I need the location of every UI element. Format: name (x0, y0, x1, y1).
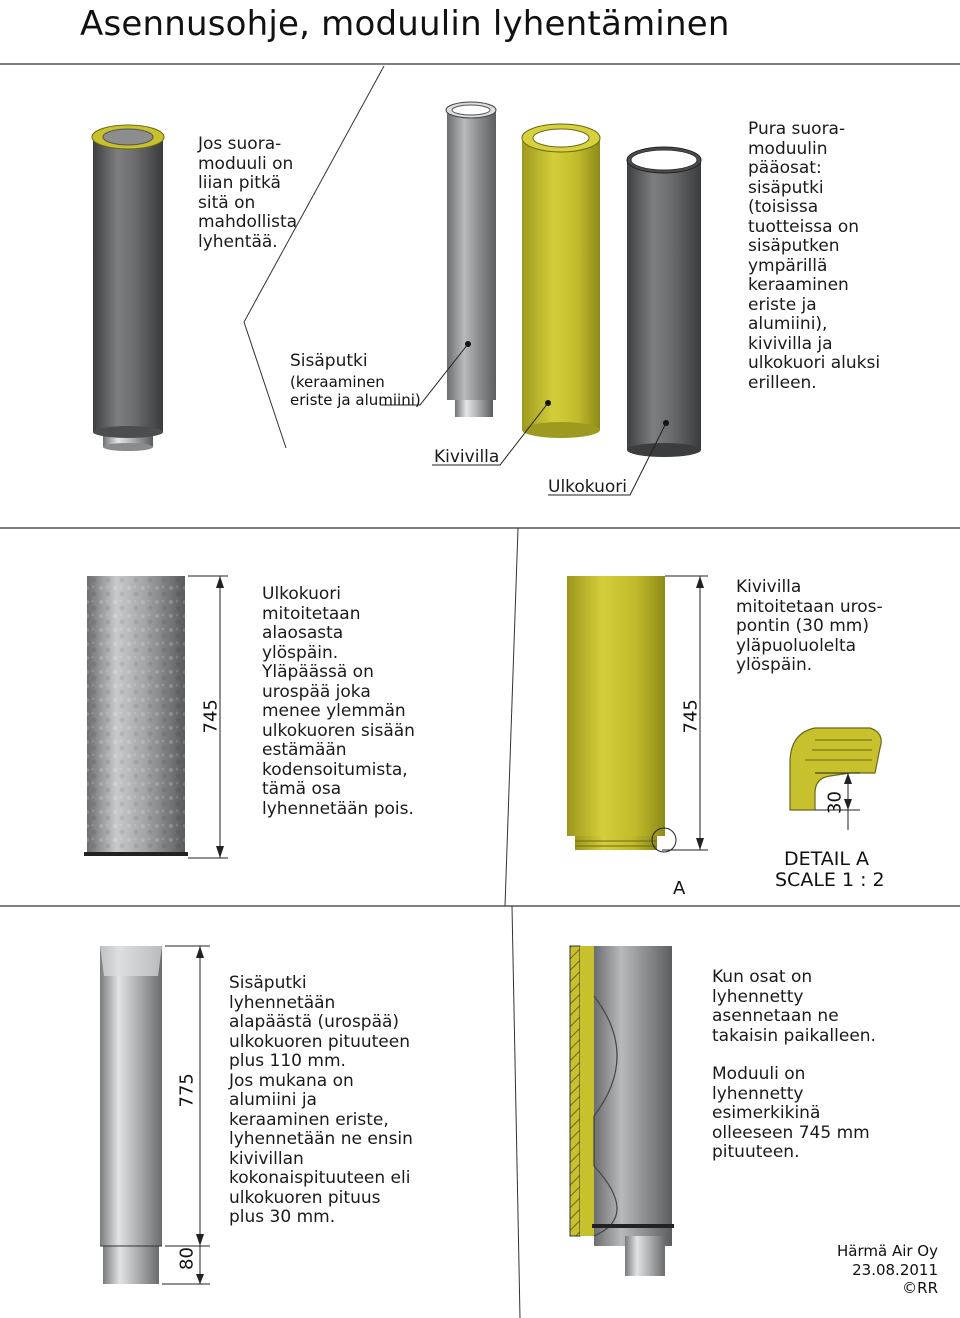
detail-title: DETAIL A (784, 848, 869, 870)
detail-scale: SCALE 1 : 2 (775, 869, 885, 891)
wool-label: Kivivilla (434, 447, 500, 467)
inner-pipe-sublabel: (keraaminen eriste ja alumiini) (290, 373, 421, 409)
assembled-module-drawing (92, 125, 164, 451)
inner-pipe-text: Sisäputki lyhennetään alapäästä (urospää) ulkokuoren pituuteen plus 110 mm. Jos mukana on alumiini ja keraaminen eriste, lyhennetään ne ensin kivivillan kokonaispituuteen eli ulkokuoren pituus plus 30 mm. (229, 973, 413, 1227)
detail-dimension-label: 30 (824, 791, 846, 814)
inner-pipe-drawing (446, 102, 496, 417)
outer-shell-drawing (627, 147, 701, 457)
footer-date: 23.08.2011 (852, 1261, 938, 1279)
inner-pipe-column (100, 946, 162, 1284)
assembly-text-2: Moduuli on lyhennetty esimerkikinä olleeseen 745 mm pituuteen. (712, 1064, 870, 1162)
wool-dimension-label: 745 (680, 699, 702, 734)
disassembly-description: Pura suora- moduulin pääosat: sisäputki (toisissa tuotteissa on sisäputken ympärillä keraaminen eriste ja alumiini), kivivilla ja ulkokuori aluksi erilleen. (748, 119, 881, 393)
wool-column (567, 576, 665, 850)
outer-shell-column (84, 576, 188, 856)
inner-dimension-bottom-label: 80 (176, 1247, 198, 1270)
inner-pipe-label: Sisäputki (290, 351, 368, 371)
page-title: Asennusohje, moduulin lyhentäminen (80, 4, 730, 44)
cutaway-assembly-column (570, 946, 674, 1276)
footer-copyright: ©RR (902, 1279, 938, 1297)
wool-tube-drawing (522, 124, 600, 438)
detail-marker: A (673, 878, 686, 899)
footer-company: Härmä Air Oy (837, 1242, 938, 1260)
outer-shell-label: Ulkokuori (548, 477, 628, 497)
wool-text: Kivivilla mitoitetaan uros- pontin (30 mm) yläpuoluolelta ylöspäin. (736, 577, 883, 675)
outer-shell-text: Ulkokuori mitoitetaan alaosasta ylöspäin. Yläpäässä on urospää joka menee ylemmän ulkokuoren sisään estämään kodensoitumista, tämä osa lyhennetään pois. (262, 584, 415, 819)
inner-dimension-label: 775 (176, 1073, 198, 1108)
intro-text: Jos suora- moduuli on liian pitkä sitä on mahdollista lyhentää. (198, 134, 298, 252)
outer-dimension-label: 745 (200, 699, 222, 734)
assembly-text-1: Kun osat on lyhennetty asennetaan ne takaisin paikalleen. (712, 967, 876, 1046)
